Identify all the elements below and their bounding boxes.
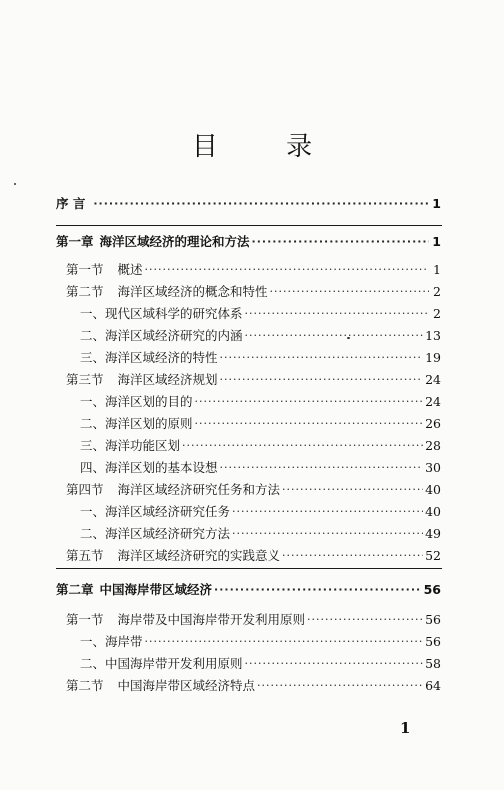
entry-page: 40 [425,504,441,519]
toc-entry-section[interactable] [66,282,441,302]
entry-title: 海洋区域经济研究方法 [105,526,231,541]
dot-leader [220,458,424,478]
scan-speck [14,183,16,185]
entry-number: 第三节 [66,372,104,387]
entry-number: 第二节 [66,284,104,299]
toc-entry-chapter-2[interactable] [56,580,441,600]
dot-leader [232,524,423,544]
entry-number: 第一节 [66,262,104,277]
toc-entry-subsection[interactable] [80,326,441,346]
entry-number: 一、 [80,394,106,409]
dot-leader [214,580,422,600]
dot-leader [307,610,423,630]
toc-entry-section[interactable] [66,610,441,630]
dot-leader [145,632,424,652]
entry-number: 一、 [80,504,106,519]
toc-entry-subsection[interactable] [80,524,441,544]
entry-page: 56 [425,634,441,649]
entry-title: 海洋区域经济的概念和特性 [117,284,268,299]
toc-entry-subsection[interactable] [80,502,441,522]
dot-leader [282,480,423,500]
entry-title: 海洋区域经济研究任务 [105,504,231,519]
toc-entry-subsection[interactable] [80,436,441,456]
entry-title: 中国海岸带区域经济特点 [117,678,256,693]
entry-page: 13 [425,328,441,343]
entry-number: 第四节 [66,482,104,497]
entry-title: 海洋功能区划 [105,438,181,453]
entry-number: 第二章 [56,582,94,597]
entry-title: 海洋区域经济规划 [117,372,218,387]
entry-page: 2 [433,306,441,321]
entry-page: 40 [425,482,441,497]
entry-page: 28 [425,438,441,453]
dot-leader [220,348,424,368]
toc-entry-section[interactable] [66,370,441,390]
entry-page: 26 [425,416,441,431]
entry-number: 第二节 [66,678,104,693]
dot-leader [282,546,423,566]
entry-page: 1 [432,234,441,249]
toc-entry-subsection[interactable] [80,654,441,674]
dot-leader [232,502,423,522]
entry-title: 中国海岸带区域经济 [99,582,213,597]
entry-title: 海洋区域经济研究任务和方法 [117,482,281,497]
entry-page: 58 [425,656,441,671]
dot-leader [182,436,423,456]
dot-leader [195,414,424,434]
dot-leader [270,282,429,302]
entry-number: 第一节 [66,612,104,627]
entry-page: 24 [425,372,441,387]
entry-page: 49 [425,526,441,541]
entry-title: 海洋区划的目的 [105,394,193,409]
entry-number: 二、 [80,328,106,343]
toc-entry-subsection[interactable] [80,392,441,412]
entry-title: 海洋区域经济的理论和方法 [99,234,250,249]
dot-leader [245,304,429,324]
toc-entry-section[interactable] [66,546,441,566]
toc-entry-preface[interactable] [56,194,441,214]
entry-title: 中国海岸带开发利用原则 [105,656,243,671]
toc-entry-subsection[interactable] [80,348,441,368]
entry-title: 海岸带及中国海岸带开发利用原则 [117,612,306,627]
divider-middle [56,568,442,569]
toc-entry-subsection[interactable] [80,632,441,652]
entry-number: 二、 [80,526,106,541]
entry-number: 一、 [80,306,106,321]
entry-number: 第五节 [66,548,104,563]
dot-leader [245,326,424,346]
entry-page: 56 [425,612,441,627]
entry-number: 三、 [80,350,106,365]
dot-leader [195,392,424,412]
dot-leader [145,260,429,280]
entry-page: 56 [423,582,441,597]
entry-title: 现代区域科学的研究体系 [105,306,243,321]
entry-title: 海洋区域经济研究的内涵 [105,328,243,343]
entry-page: 1 [433,262,441,277]
page-number: 1 [400,719,411,737]
toc-entry-section[interactable] [66,480,441,500]
entry-page: 2 [433,284,441,299]
toc-entry-subsection[interactable] [80,414,441,434]
entry-page: 24 [425,394,441,409]
entry-page: 64 [425,678,441,693]
toc-entry-section[interactable] [66,260,441,280]
dot-leader [93,194,429,214]
entry-number: 第一章 [56,234,94,249]
entry-title: 海岸带 [105,634,143,649]
entry-page: 1 [432,196,441,211]
entry-page: 30 [425,460,441,475]
dot-leader [257,676,423,696]
scan-speck [347,337,350,339]
dot-leader [245,654,424,674]
entry-number: 二、 [80,656,106,671]
entry-number: 一、 [80,634,106,649]
page-title: 目 录 [191,132,343,162]
entry-title: 海洋区域经济的特性 [105,350,218,365]
divider-top [56,225,442,226]
entry-page: 19 [425,350,441,365]
entry-number: 序 言 [56,196,86,211]
entry-number: 四、 [80,460,106,475]
toc-entry-subsection[interactable] [80,304,441,324]
dot-leader [252,232,429,252]
entry-title: 概述 [117,262,143,277]
toc-entry-chapter-1[interactable] [56,232,441,252]
entry-title: 海洋区划的原则 [105,416,193,431]
toc-entry-section[interactable] [66,676,441,696]
toc-entry-subsection[interactable] [80,458,441,478]
dot-leader [220,370,424,390]
entry-title: 海洋区划的基本设想 [105,460,218,475]
entry-title: 海洋区域经济研究的实践意义 [117,548,281,563]
entry-number: 三、 [80,438,106,453]
entry-number: 二、 [80,416,106,431]
entry-page: 52 [425,548,441,563]
